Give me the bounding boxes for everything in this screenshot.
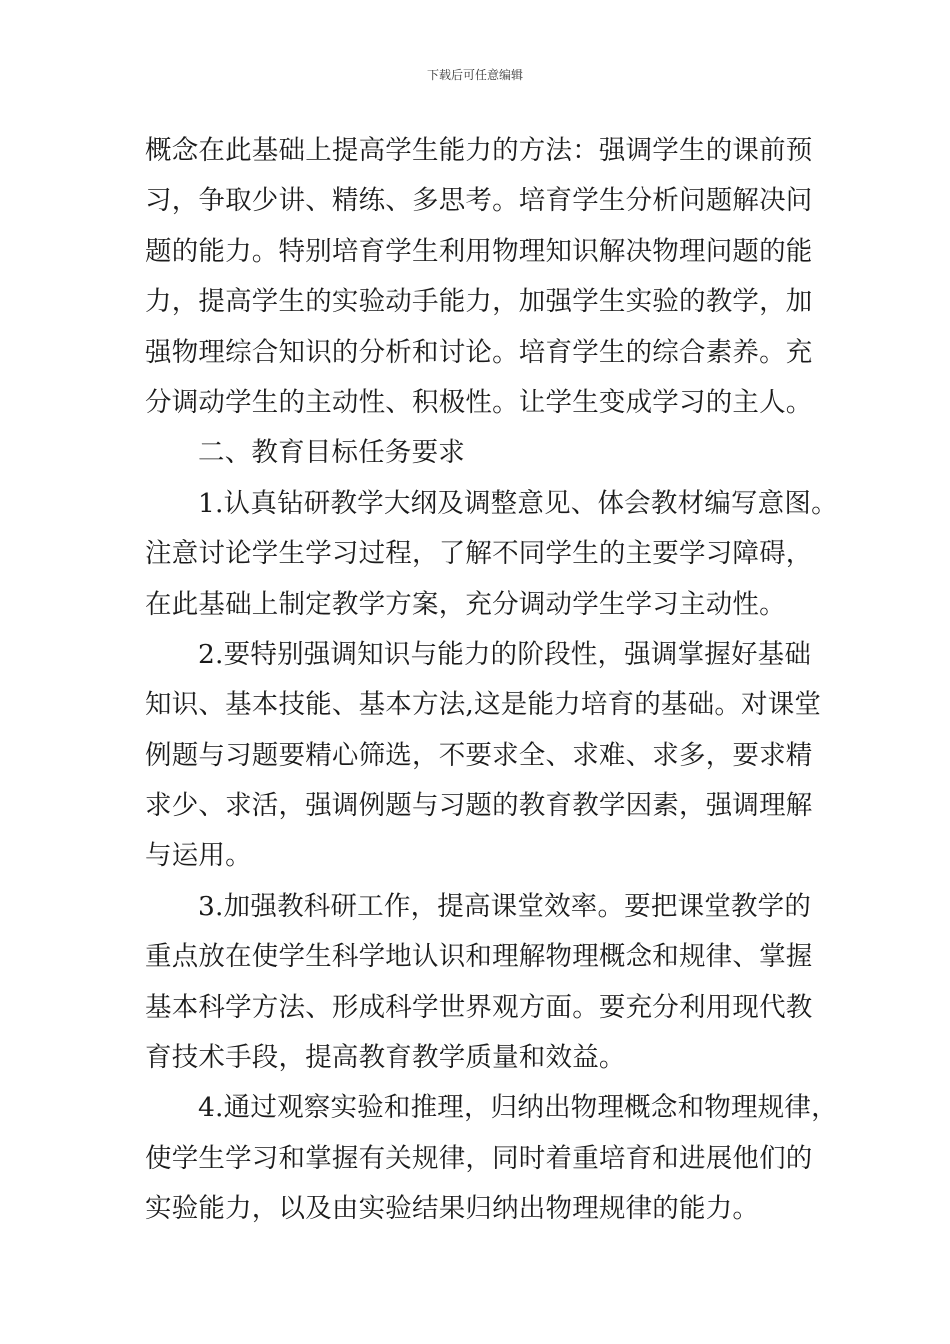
text-line: 3.加强教科研工作，提高课堂效率。要把课堂教学的 [198,890,812,922]
text-line: 1.认真钻研教学大纲及调整意见、体会教材编写意图。 [198,487,838,519]
text-line: 概念在此基础上提高学生能力的方法：强调学生的课前预 [145,135,813,166]
text-line: 知识、基本技能、基本方法,这是能力培育的基础。对课堂 [145,689,822,721]
text-line: 力，提高学生的实验动手能力，加强学生实验的教学，加 [145,286,813,318]
text-line: 实验能力，以及由实验结果归纳出物理规律的能力。 [145,1193,760,1225]
text-line: 二、教育目标任务要求 [198,437,465,469]
text-line: 基本科学方法、形成科学世界观方面。要充分利用现代教 [145,991,813,1023]
text-line: 注意讨论学生学习过程，了解不同学生的主要学习障碍， [145,538,813,570]
text-line: 在此基础上制定教学方案，充分调动学生学习主动性。 [145,588,786,620]
text-line: 题的能力。特别培育学生利用物理知识解决物理问题的能 [145,235,813,267]
text-line: 习，争取少讲、精练、多思考。培育学生分析问题解决问 [145,185,813,217]
text-line: 育技术手段，提高教育教学质量和效益。 [145,1042,626,1074]
text-line: 分调动学生的主动性、积极性。让学生变成学习的主人。 [145,386,813,418]
text-line: 2.要特别强调知识与能力的阶段性，强调掌握好基础 [198,638,812,670]
text-line: 强物理综合知识的分析和讨论。培育学生的综合素养。充 [145,336,813,368]
text-line: 4.通过观察实验和推理，归纳出物理概念和物理规律， [198,1092,838,1124]
page-header: 下载后可任意编辑 [426,68,523,82]
text-line: 求少、求活，强调例题与习题的教育教学因素，强调理解 [145,790,813,822]
text-line: 与运用。 [145,840,252,872]
text-line: 使学生学习和掌握有关规律，同时着重培育和进展他们的 [145,1142,813,1174]
text-line: 例题与习题要精心筛选，不要求全、求难、求多，要求精 [145,739,813,771]
text-line: 重点放在使学生科学地认识和理解物理概念和规律、掌握 [145,941,813,973]
document-body [145,126,838,1235]
